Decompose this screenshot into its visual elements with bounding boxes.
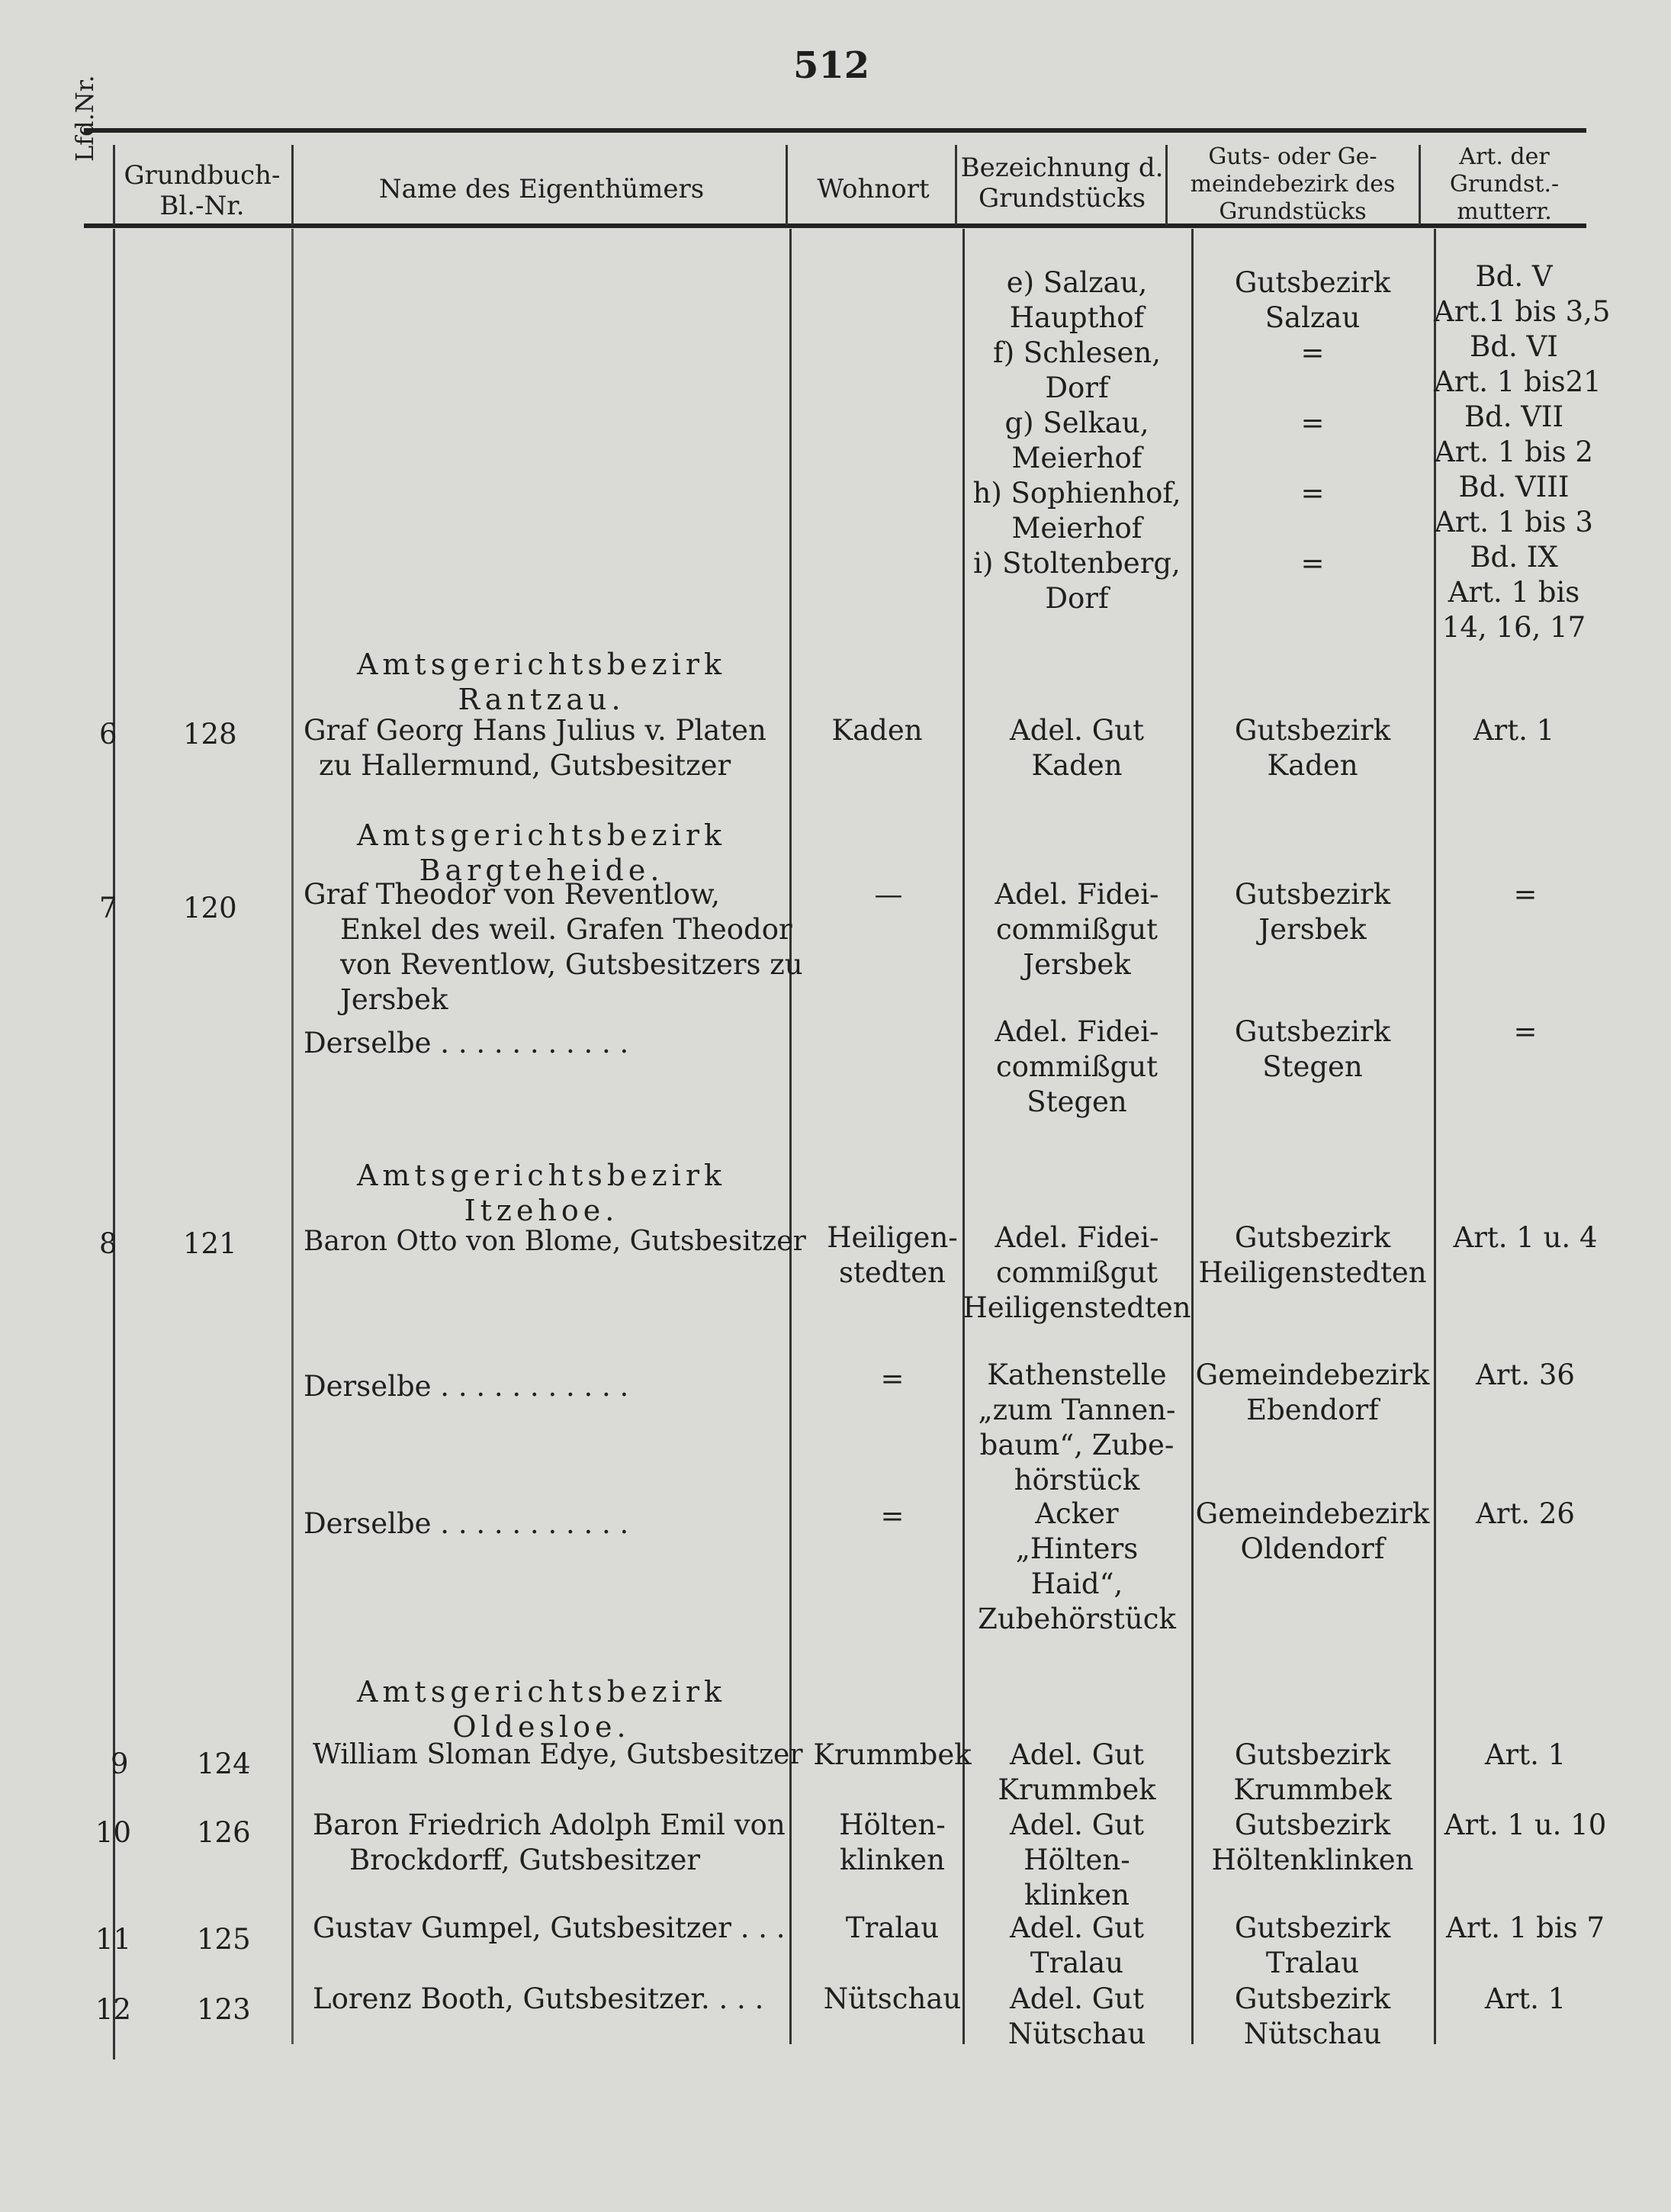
- row-bezirk: Gutsbezirk Stegen: [1234, 1015, 1391, 1083]
- header-bezirk: Guts- oder Ge- meindebezirk des Grundstücks: [1190, 143, 1396, 225]
- row-bezeichnung: Adel. Gut Hölten- klinken: [1010, 1809, 1144, 1911]
- row-wohnort: =: [880, 1362, 905, 1395]
- header-divider: [1419, 145, 1421, 225]
- row-bezeichnung: Adel. Gut Nütschau: [1007, 1982, 1146, 2050]
- row-art: Art. 1: [1473, 714, 1555, 747]
- page-number: 512: [793, 44, 870, 87]
- row-name: Baron Friedrich Adolph Emil von Brockdorff, Gutsbesitzer: [313, 1809, 786, 1876]
- top-bezeichnung: e) Salzau, Haupthof f) Schlesen, Dorf g) Selkau, Meierhof h) Sophienhof, Meierhof i) Stoltenberg, Dorf: [972, 266, 1181, 615]
- row-wohnort: =: [880, 1500, 905, 1532]
- row-bezirk: Gutsbezirk Heiligenstedten: [1198, 1221, 1427, 1289]
- row-name: Lorenz Booth, Gutsbesitzer. . . .: [313, 1982, 764, 2015]
- row-art: Art. 1: [1484, 1738, 1567, 1771]
- row-nr: 8: [99, 1227, 117, 1260]
- row-nr: 11: [95, 1923, 132, 1956]
- row-bezirk: Gutsbezirk Nütschau: [1234, 1982, 1391, 2050]
- row-name: Derselbe . . . . . . . . . . .: [304, 1507, 629, 1540]
- row-nr: 9: [111, 1747, 129, 1780]
- row-bl: 120: [183, 892, 237, 924]
- row-wohnort: Tralau: [845, 1911, 940, 1944]
- row-bl: 125: [197, 1923, 251, 1956]
- row-nr: 10: [95, 1816, 132, 1849]
- row-art: =: [1513, 878, 1538, 911]
- row-name: Graf Theodor von Reventlow, Enkel des weil. Grafen Theodor von Reventlow, Gutsbesitzers zu Jersbek: [304, 878, 803, 1016]
- row-bezeichnung: Adel. Fidei- commißgut Heiligenstedten: [962, 1221, 1191, 1324]
- row-art: Art. 1 u. 4: [1453, 1221, 1598, 1254]
- section-heading: Amtsgerichtsbezirk Rantzau.: [356, 648, 727, 716]
- row-art: Art. 1: [1484, 1982, 1567, 2015]
- section-heading: Amtsgerichtsbezirk Bargteheide.: [356, 818, 727, 887]
- row-wohnort: Nütschau: [823, 1982, 962, 2015]
- row-nr: 6: [99, 718, 117, 751]
- header-art: Art. der Grundst.- mutterr.: [1449, 143, 1560, 225]
- row-bezeichnung: Acker „Hinters Haid“, Zubehörstück: [978, 1497, 1176, 1635]
- row-art: Art. 1 bis 7: [1446, 1911, 1605, 1944]
- header-divider: [1165, 145, 1168, 225]
- row-art: Art. 36: [1476, 1358, 1575, 1391]
- header-divider: [291, 145, 294, 225]
- row-name: Graf Georg Hans Julius v. Platen zu Hallermund, Gutsbesitzer: [304, 714, 766, 782]
- row-wohnort: —: [874, 878, 903, 911]
- header-divider: [113, 145, 115, 225]
- row-bl: 123: [197, 1993, 251, 2026]
- row-wohnort: Hölten- klinken: [839, 1809, 946, 1876]
- row-art: =: [1513, 1015, 1538, 1048]
- section-heading: Amtsgerichtsbezirk Itzehoe.: [356, 1159, 727, 1227]
- header-divider: [786, 145, 788, 225]
- row-bezirk: Gutsbezirk Tralau: [1234, 1911, 1391, 1979]
- row-name: Gustav Gumpel, Gutsbesitzer . . .: [313, 1911, 786, 1944]
- row-art: Art. 1 u. 10: [1444, 1809, 1607, 1841]
- row-bezirk: Gutsbezirk Kaden: [1234, 714, 1391, 782]
- row-nr: 12: [95, 1993, 132, 2026]
- header-wohnort: Wohnort: [817, 174, 930, 204]
- row-name: Derselbe . . . . . . . . . . .: [304, 1370, 629, 1403]
- row-wohnort: Heiligen- stedten: [827, 1221, 958, 1289]
- row-name: Derselbe . . . . . . . . . . .: [304, 1027, 629, 1059]
- section-heading: Amtsgerichtsbezirk Oldesloe.: [356, 1675, 727, 1744]
- row-bezirk: Gemeindebezirk Oldendorf: [1195, 1497, 1430, 1565]
- row-bezeichnung: Adel. Gut Krummbek: [998, 1738, 1156, 1806]
- row-bezirk: Gutsbezirk Krummbek: [1233, 1738, 1392, 1806]
- top-bezirk: Gutsbezirk Salzau = = = =: [1234, 266, 1391, 580]
- header-name: Name des Eigenthümers: [378, 174, 705, 204]
- row-bezeichnung: Adel. Gut Tralau: [1010, 1911, 1144, 1979]
- row-bezeichnung: Adel. Gut Kaden: [1010, 714, 1144, 782]
- header-grundbuch: Grundbuch- Bl.-Nr.: [124, 160, 281, 221]
- header-lfd-nr: Lfd.Nr.: [70, 75, 99, 162]
- header-divider: [955, 145, 957, 225]
- row-bl: 128: [183, 718, 237, 751]
- row-nr: 7: [99, 892, 117, 924]
- row-bl: 121: [183, 1227, 237, 1260]
- row-wohnort: Krummbek: [813, 1738, 972, 1771]
- row-name: Baron Otto von Blome, Gutsbesitzer: [304, 1226, 806, 1257]
- row-bezirk: Gutsbezirk Jersbek: [1234, 878, 1391, 946]
- row-bezeichnung: Adel. Fidei- commißgut Stegen: [995, 1015, 1159, 1118]
- column-line: [113, 229, 115, 2059]
- row-bezirk: Gutsbezirk Höltenklinken: [1211, 1809, 1414, 1876]
- header-bezeichnung: Bezeichnung d. Grundstücks: [960, 153, 1164, 214]
- column-line: [291, 229, 294, 2044]
- row-name: William Sloman Edye, Gutsbesitzer: [313, 1739, 803, 1770]
- row-bl: 124: [197, 1747, 251, 1780]
- top-art: Bd. V Art.1 bis 3,5 Bd. VI Art. 1 bis21 Bd. VII Art. 1 bis 2 Bd. VIII Art. 1 bis 3 Bd. IX Art. 1 bis 14, 16, 17: [1434, 260, 1611, 644]
- row-wohnort: Kaden: [831, 714, 923, 747]
- row-bl: 126: [197, 1816, 251, 1849]
- row-art: Art. 26: [1476, 1497, 1575, 1530]
- row-bezirk: Gemeindebezirk Ebendorf: [1195, 1358, 1430, 1426]
- header-top-rule: [84, 128, 1586, 133]
- row-bezeichnung: Kathenstelle „zum Tannen- baum“, Zube- hörstück: [978, 1358, 1176, 1497]
- row-bezeichnung: Adel. Fidei- commißgut Jersbek: [995, 878, 1159, 981]
